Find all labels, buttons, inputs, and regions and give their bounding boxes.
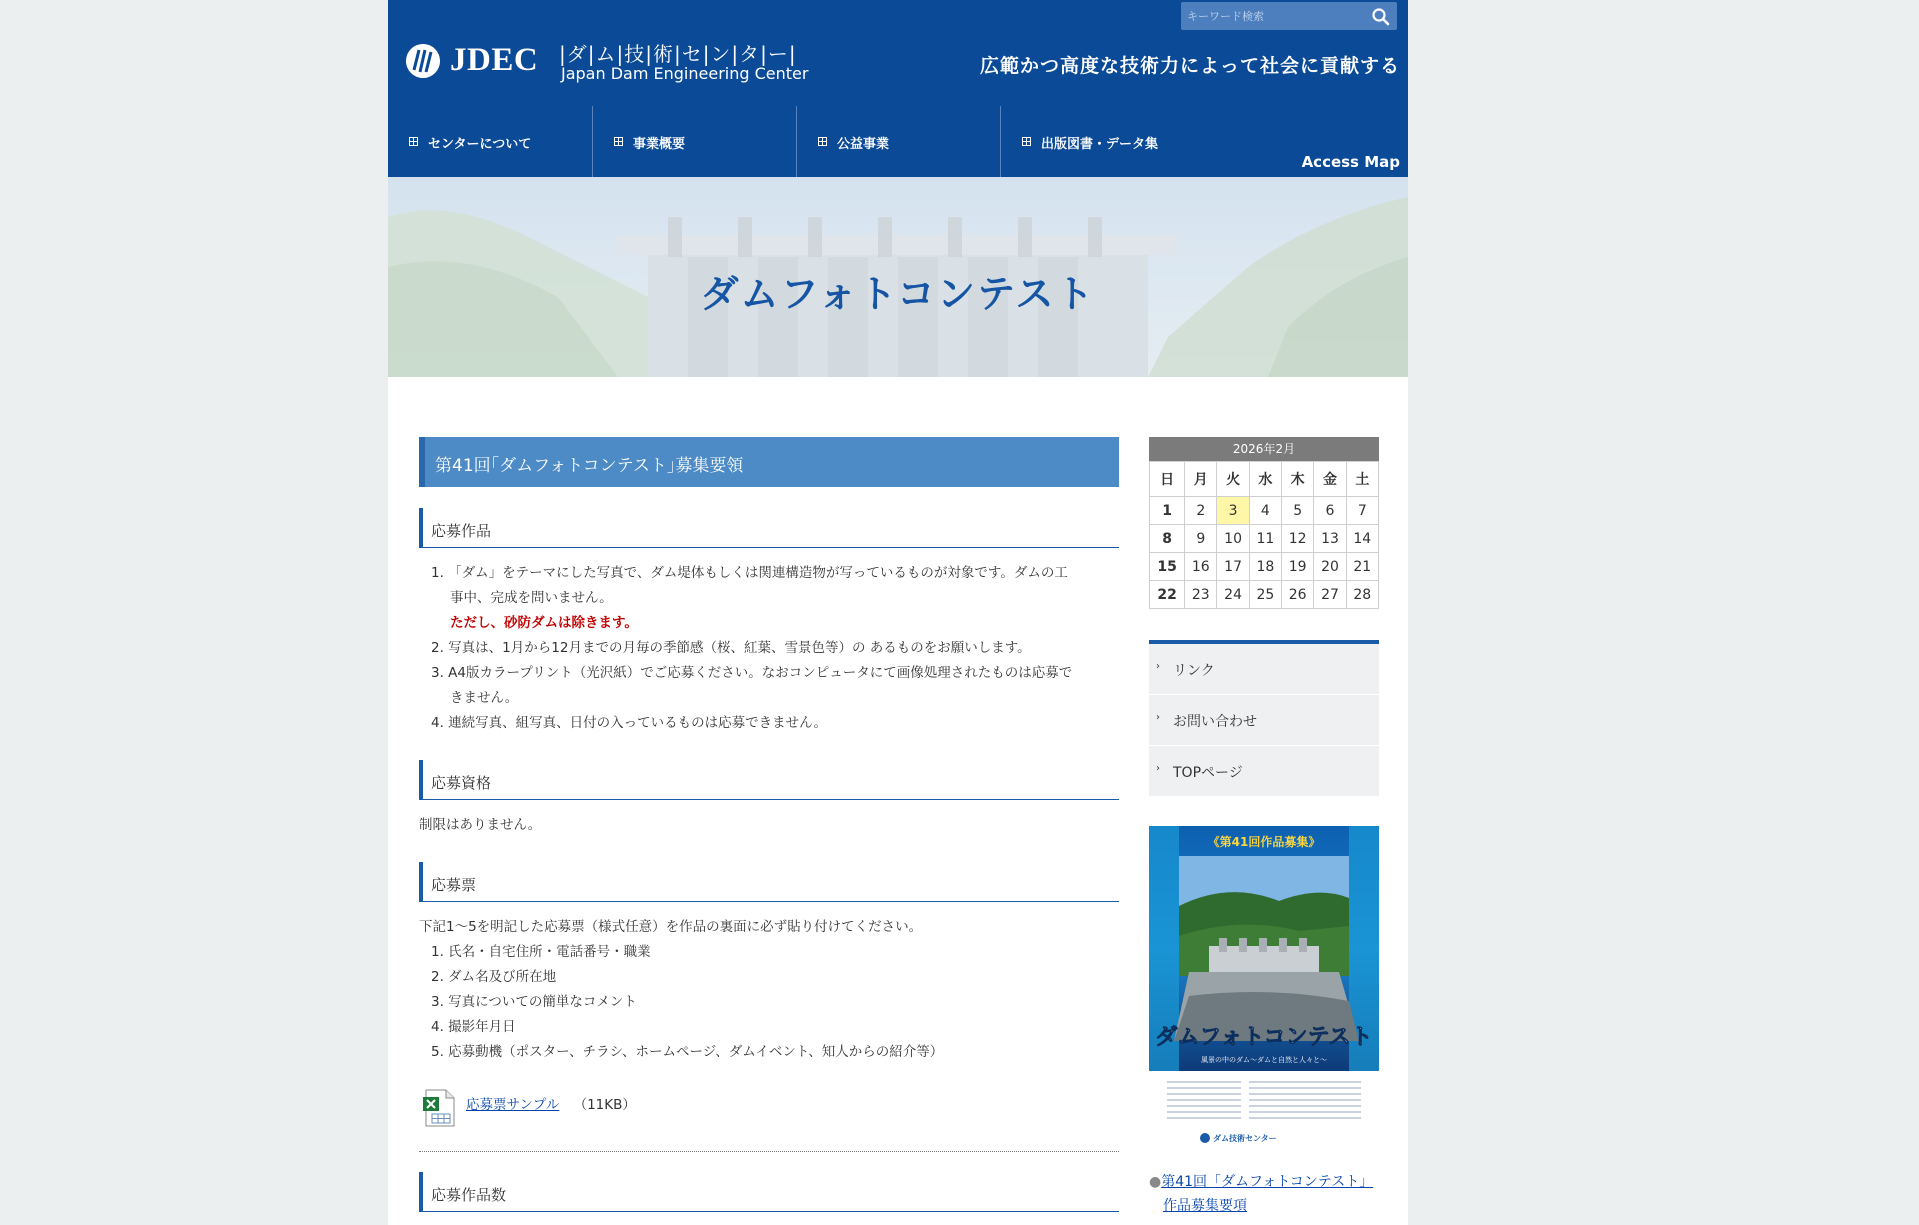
sidebar-links: [1149, 640, 1379, 797]
page-title: ダムフォトコンテスト: [700, 272, 1096, 316]
sidebar-link-label: お問い合わせ: [1173, 714, 1257, 730]
nav-item-business[interactable]: [593, 106, 797, 177]
sidebar-link-contact[interactable]: [1149, 695, 1379, 746]
list-item: 2. ダム名及び所在地: [431, 969, 557, 985]
section-heading-count: 応募作品数: [419, 1172, 1119, 1212]
calendar-day-today: 3: [1217, 497, 1249, 525]
nav-item-public[interactable]: [797, 106, 1001, 177]
form-sample-download: [466, 1093, 636, 1118]
list-item: 3. A4版カラープリント（光沢紙）でご応募ください。なおコンピュータにて画像処理されたものは応募で: [431, 665, 1073, 681]
org-name-jp: |ダ|ム|技|術|セ|ン|タ|ー|: [559, 42, 797, 66]
weekday-wed: 水: [1249, 462, 1281, 497]
calendar-day: 15: [1150, 553, 1185, 581]
weekday-sat: 土: [1346, 462, 1378, 497]
plus-box-icon: [614, 137, 623, 146]
calendar-day: 8: [1150, 525, 1185, 553]
calendar-day: 26: [1282, 581, 1314, 609]
calendar-title: 2026年2月: [1149, 437, 1379, 461]
list-item-continued: きません。: [450, 690, 519, 706]
poster-subtitle: 風景の中のダム～ダムと自然と人々と～: [1201, 1056, 1327, 1064]
calendar-week: [1150, 553, 1379, 581]
calendar-day: 1: [1150, 497, 1185, 525]
calendar: [1149, 461, 1379, 609]
calendar-day: 20: [1314, 553, 1346, 581]
poster-guideline-link[interactable]: 第41回「ダムフォトコンテスト」: [1161, 1174, 1374, 1190]
chevron-right-icon: ›: [1156, 763, 1160, 774]
nav-item-about[interactable]: [388, 106, 593, 177]
list-item: 1. 氏名・自宅住所・電話番号・職業: [431, 944, 651, 960]
calendar-day: 14: [1346, 525, 1378, 553]
calendar-weekday-row: [1150, 462, 1379, 497]
site-header: [388, 0, 1408, 106]
list-item-continued: 事中、完成を問いません。: [450, 590, 613, 606]
list-item: 4. 連続写真、組写真、日付の入っているものは応募できません。: [431, 715, 827, 731]
calendar-day: 9: [1185, 525, 1217, 553]
logo-text[interactable]: JDEC: [450, 42, 539, 78]
calendar-day: 10: [1217, 525, 1249, 553]
list-item: 3. 写真についての簡単なコメント: [431, 994, 637, 1010]
calendar-week: [1150, 581, 1379, 609]
weekday-thu: 木: [1282, 462, 1314, 497]
poster-title: ダムフォトコンテスト: [1155, 1025, 1373, 1050]
calendar-day: 19: [1282, 553, 1314, 581]
weekday-mon: 月: [1185, 462, 1217, 497]
plus-box-icon: [1022, 137, 1031, 146]
weekday-sun: 日: [1150, 462, 1185, 497]
calendar-day: 18: [1249, 553, 1281, 581]
chevron-right-icon: ›: [1156, 712, 1160, 723]
section-heading-works: 応募作品: [419, 508, 1119, 548]
tagline: 広範かつ高度な技術力によって社会に貢献する: [979, 55, 1400, 77]
nav-label: センターについて: [428, 137, 532, 152]
contest-heading: 第41回｢ダムフォトコンテスト｣募集要領: [419, 437, 1119, 487]
list-item: 5. 応募動機（ポスター、チラシ、ホームページ、ダムイベント、知人からの紹介等）: [431, 1044, 944, 1060]
form-intro: 下記1～5を明記した応募票（様式任意）を作品の裏面に必ず貼り付けてください。: [419, 919, 923, 935]
search-input[interactable]: [1181, 2, 1361, 30]
poster-graphic: [1149, 826, 1379, 1149]
eligibility-text: 制限はありません。: [419, 817, 542, 833]
poster-caption: [1149, 1170, 1389, 1218]
calendar-day-holiday: 23: [1185, 581, 1217, 609]
calendar-day: 24: [1217, 581, 1249, 609]
calendar-day: 22: [1150, 581, 1185, 609]
search-box: [1181, 2, 1397, 30]
chevron-right-icon: ›: [1156, 661, 1160, 672]
sidebar-link-label: TOPページ: [1173, 765, 1243, 781]
calendar-day: 4: [1249, 497, 1281, 525]
nav-label: 事業概要: [633, 137, 686, 152]
org-name-en: Japan Dam Engineering Center: [561, 64, 809, 83]
contest-poster-image[interactable]: [1149, 826, 1379, 1149]
divider: [419, 1151, 1119, 1152]
calendar-day: 7: [1346, 497, 1378, 525]
search-button[interactable]: [1369, 5, 1393, 27]
section-heading-form: 応募票: [419, 862, 1119, 902]
calendar-day: 12: [1282, 525, 1314, 553]
plus-box-icon: [818, 137, 827, 146]
nav-label: 公益事業: [837, 137, 890, 152]
poster-badge: 《第41回作品募集》: [1207, 835, 1321, 849]
sidebar-link-label: リンク: [1173, 663, 1215, 679]
weekday-fri: 金: [1314, 462, 1346, 497]
calendar-day: 2: [1185, 497, 1217, 525]
calendar-day: 5: [1282, 497, 1314, 525]
file-size: （11KB）: [573, 1097, 636, 1113]
access-map-link[interactable]: Access Map: [1301, 153, 1400, 171]
list-item: 4. 撮影年月日: [431, 1019, 516, 1035]
nav-label: 出版図書・データ集: [1041, 137, 1159, 152]
bullet-icon: ●: [1149, 1174, 1162, 1190]
calendar-day: 13: [1314, 525, 1346, 553]
calendar-day: 21: [1346, 553, 1378, 581]
calendar-day: 27: [1314, 581, 1346, 609]
calendar-day: 16: [1185, 553, 1217, 581]
calendar-day-holiday: 11: [1249, 525, 1281, 553]
exclusion-note: ただし、砂防ダムは除きます。: [450, 615, 638, 631]
sidebar-link-top[interactable]: [1149, 746, 1379, 797]
search-icon: [1369, 5, 1393, 27]
section-heading-eligibility: 応募資格: [419, 760, 1119, 800]
excel-file-icon: [422, 1089, 456, 1127]
calendar-day: 25: [1249, 581, 1281, 609]
weekday-tue: 火: [1217, 462, 1249, 497]
global-nav: [388, 106, 1408, 177]
poster-guideline-link-line2[interactable]: 作品募集要項: [1163, 1198, 1247, 1214]
list-item: 1. 「ダム」をテーマにした写真で、ダム堤体もしくは関連構造物が写っているものが対象です。ダムの工: [431, 565, 1068, 581]
sidebar-link-links[interactable]: [1149, 644, 1379, 695]
hero-banner: [388, 177, 1408, 377]
poster-footer-org: ダム技術センター: [1213, 1134, 1277, 1143]
list-item: 2. 写真は、1月から12月までの月毎の季節感（桜、紅葉、雪景色等）の あるものをお願いします。: [431, 640, 1031, 656]
calendar-day: 28: [1346, 581, 1378, 609]
plus-box-icon: [409, 137, 418, 146]
calendar-day: 6: [1314, 497, 1346, 525]
calendar-week: [1150, 497, 1379, 525]
calendar-week: [1150, 525, 1379, 553]
jdec-logo-icon[interactable]: [406, 44, 440, 78]
form-sample-link[interactable]: 応募票サンプル: [466, 1097, 560, 1113]
calendar-day: 17: [1217, 553, 1249, 581]
page-container: [388, 0, 1408, 1225]
